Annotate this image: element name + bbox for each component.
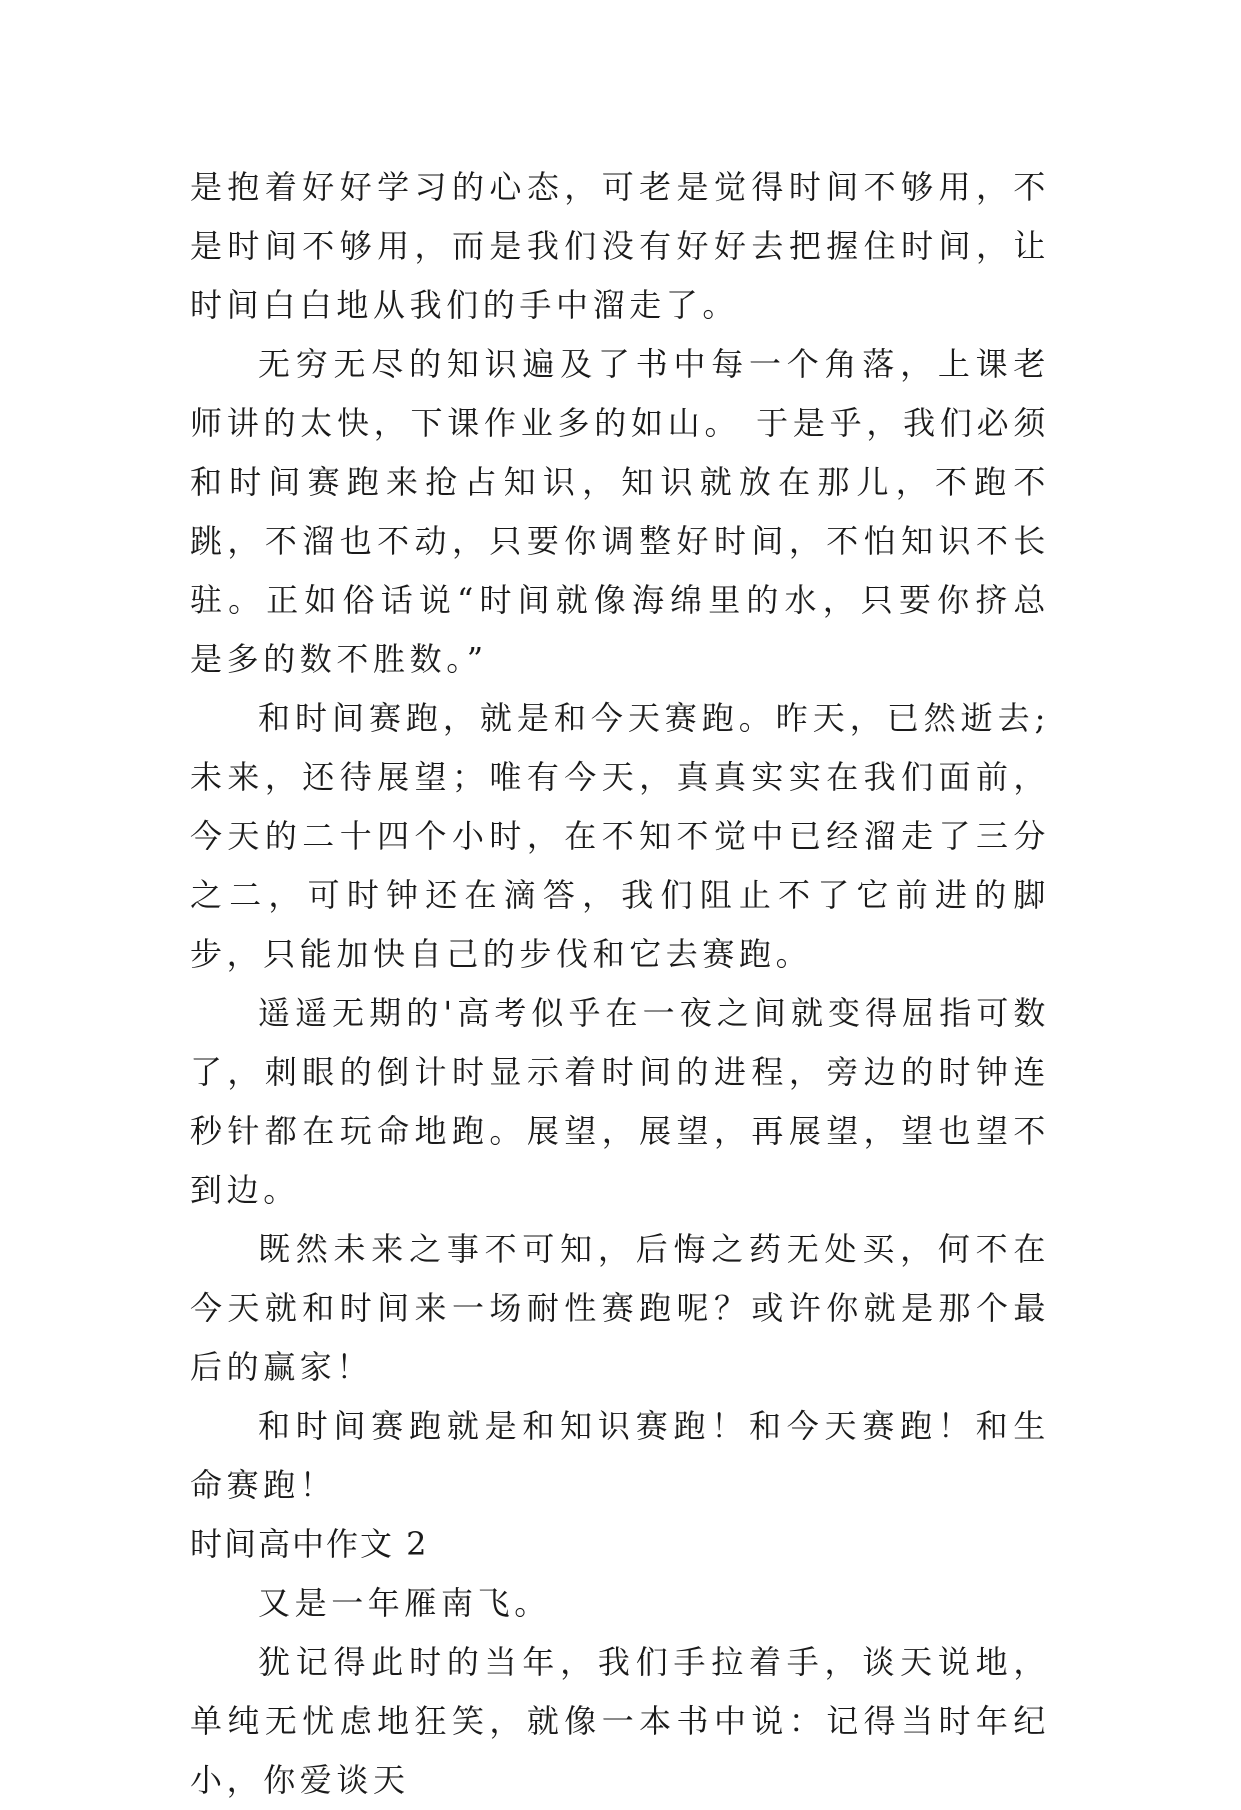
paragraph: 犹记得此时的当年，我们手拉着手，谈天说地，单纯无忧虑地狂笑，就像一本书中说：记得当时年纪小，你爱谈天 bbox=[190, 1643, 1050, 1799]
paragraph-continuation: 是抱着好好学习的心态，可老是觉得时间不够用，不是时间不够用，而是我们没有好好去把握住时间，让时间白白地从我们的手中溜走了。 bbox=[190, 168, 1050, 324]
paragraph: 和时间赛跑，就是和今天赛跑。昨天，已然逝去;未来，还待展望；唯有今天，真真实实在我们面前，今天的二十四个小时，在不知不觉中已经溜走了三分之二，可时钟还在滴答，我们阻止不了它前进的脚步，只能加快自己的步伐和它去赛跑。 bbox=[190, 699, 1050, 973]
section-heading: 时间高中作文 2 bbox=[190, 1525, 429, 1563]
paragraph: 和时间赛跑就是和知识赛跑！和今天赛跑！和生命赛跑！ bbox=[190, 1407, 1050, 1504]
document-body bbox=[190, 158, 1050, 1810]
paragraph: 既然未来之事不可知，后悔之药无处买，何不在今天就和时间来一场耐性赛跑呢？或许你就是那个最后的赢家！ bbox=[190, 1230, 1050, 1386]
paragraph: 又是一年雁南飞。 bbox=[258, 1584, 551, 1622]
paragraph: 遥遥无期的'高考似乎在一夜之间就变得屈指可数了，刺眼的倒计时显示着时间的进程，旁边的时钟连秒针都在玩命地跑。展望，展望，再展望，望也望不到边。 bbox=[190, 994, 1050, 1209]
paragraph: 无穷无尽的知识遍及了书中每一个角落，上课老师讲的太快，下课作业多的如山。 于是乎，我们必须和时间赛跑来抢占知识，知识就放在那儿，不跑不跳，不溜也不动，只要你调整好时间，不怕知识不长驻。正如俗话说“时间就像海绵里的水，只要你挤总是多的数不胜数。” bbox=[190, 345, 1050, 678]
